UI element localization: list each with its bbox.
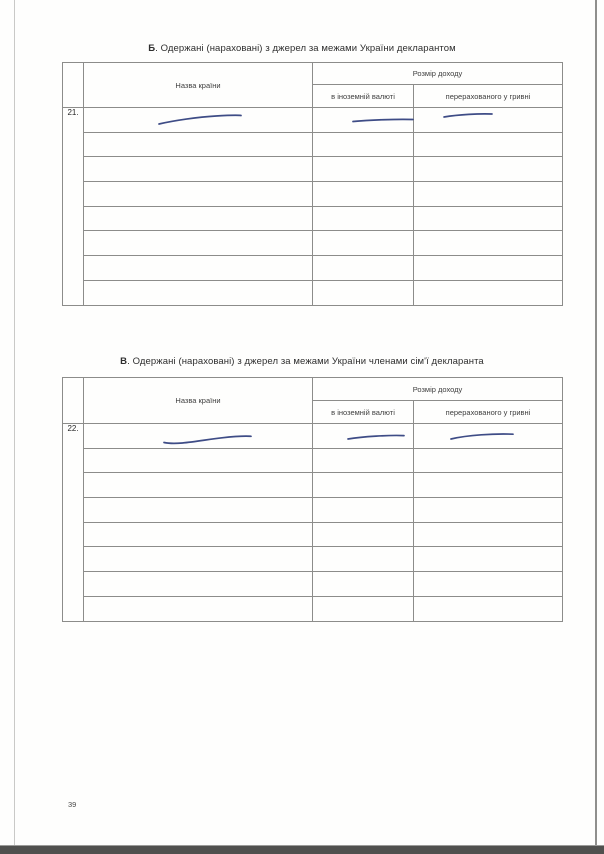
section-v-heading: [0, 356, 604, 367]
empty-table-row: [63, 231, 563, 256]
row-number-column-header: [63, 63, 84, 108]
income-abroad-declarant-table: [62, 62, 563, 306]
row-number-column-header: [63, 378, 84, 424]
section-b-title-text: . Одержані (нараховані) з джерел за межами України декларантом: [155, 43, 456, 54]
table-cell-converted-hryvnia: [414, 108, 563, 133]
page-edge-left: [14, 0, 15, 845]
section-v-title-text: . Одержані (нараховані) з джерел за межами України членами сім'ї декларанта: [127, 356, 484, 367]
empty-table-row: [63, 256, 563, 281]
table-cell-foreign-currency: [313, 108, 414, 133]
row-number-21: 21.: [63, 108, 84, 306]
empty-table-row: [63, 522, 563, 547]
col-header-foreign-currency: в іноземній валюті: [313, 85, 414, 108]
page-edge-right: [595, 0, 597, 845]
col-header-country: Назва країни: [84, 378, 313, 424]
empty-table-row: [63, 448, 563, 473]
col-header-income: Розмір доходу: [313, 63, 563, 85]
row-number-22: 22.: [63, 424, 84, 622]
page-number: 39: [68, 800, 77, 809]
table-cell-country: [84, 424, 313, 449]
table-cell-converted-hryvnia: [414, 424, 563, 449]
section-b-heading: [0, 43, 604, 54]
empty-table-row: [63, 498, 563, 523]
empty-table-row: [63, 596, 563, 621]
page-edge-bottom: [0, 845, 604, 854]
empty-table-row: [63, 132, 563, 157]
section-v-letter: В: [120, 356, 128, 367]
col-header-foreign-currency: в іноземній валюті: [313, 401, 414, 424]
empty-table-row: [63, 473, 563, 498]
col-header-converted-hryvnia: перерахованого у гривні: [414, 85, 563, 108]
col-header-converted-hryvnia: перерахованого у гривні: [414, 401, 563, 424]
empty-table-row: [63, 182, 563, 207]
income-abroad-family-table: [62, 377, 563, 622]
empty-table-row: [63, 280, 563, 305]
empty-table-row: [63, 157, 563, 182]
empty-table-row: [63, 547, 563, 572]
section-b-letter: Б: [148, 43, 156, 54]
col-header-income: Розмір доходу: [313, 378, 563, 401]
empty-table-row: [63, 572, 563, 597]
col-header-country: Назва країни: [84, 63, 313, 108]
table-cell-foreign-currency: [313, 424, 414, 449]
empty-table-row: [63, 206, 563, 231]
table-cell-country: [84, 108, 313, 133]
